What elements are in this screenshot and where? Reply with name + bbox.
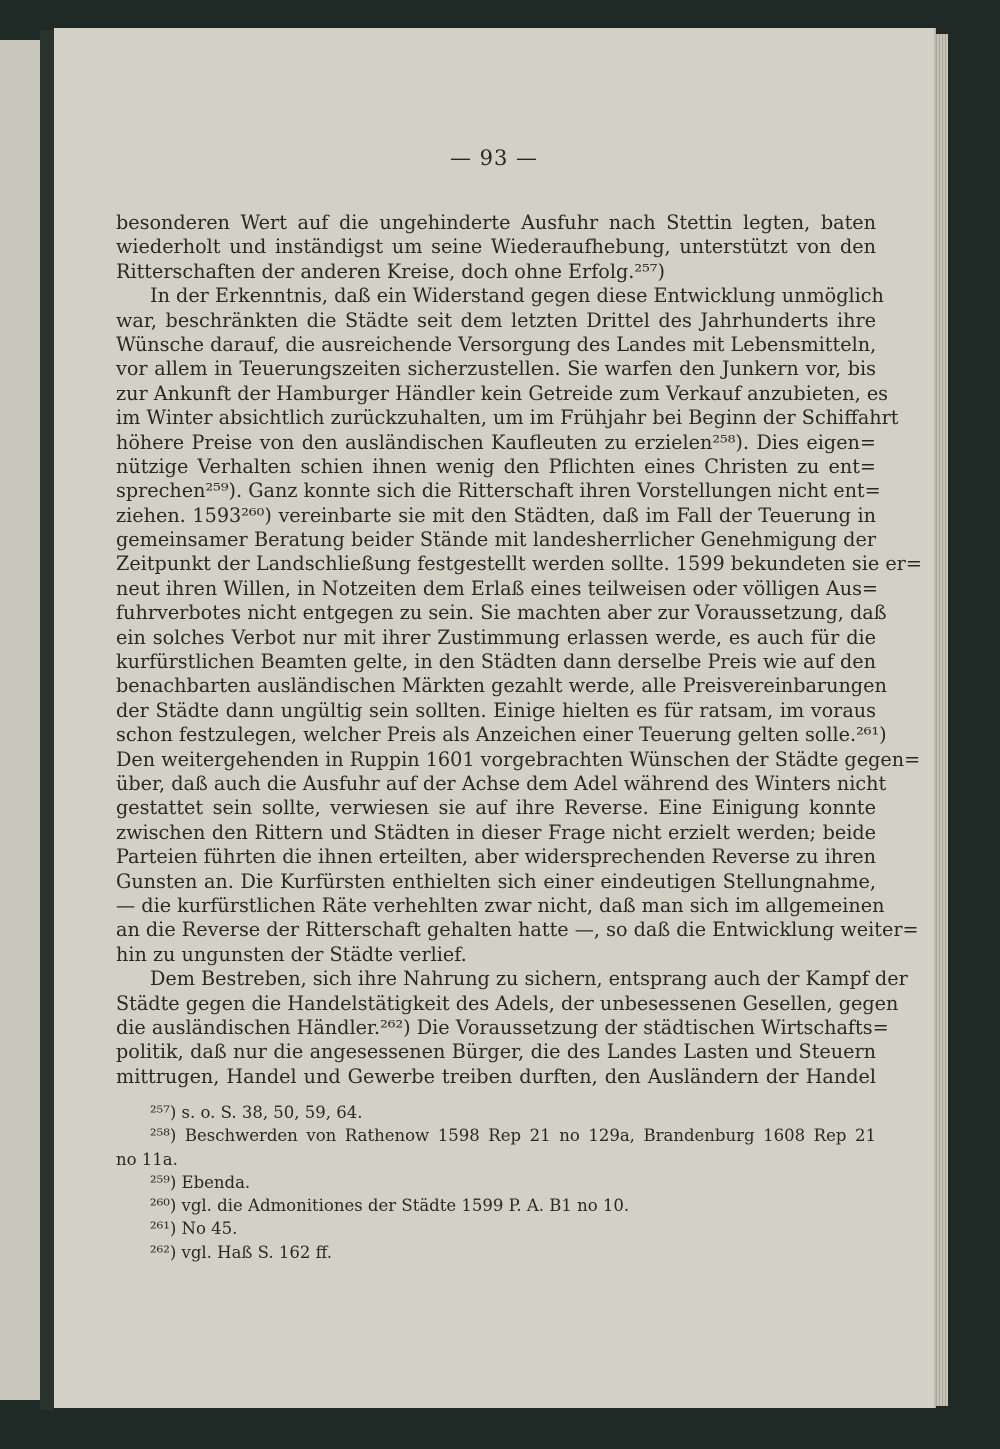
page-stack-edge bbox=[934, 34, 948, 1406]
text-line: sprechen²⁵⁹). Ganz konnte sich die Ritterschaft ihren Vorstellungen nicht ent= bbox=[116, 479, 881, 503]
text-line: hin zu ungunsten der Städte verlief. bbox=[116, 942, 467, 966]
footnote: ²⁵⁸) Beschwerden von Rathenow 1598 Rep 21 no 129a, Brandenburg 1608 Rep 21 bbox=[150, 1126, 876, 1146]
page-number: — 93 — bbox=[449, 146, 539, 170]
footnote-continuation: no 11a. bbox=[116, 1149, 178, 1169]
text-line: — die kurfürstlichen Räte verhehlten zwar nicht, daß man sich im allgemeinen bbox=[116, 893, 885, 917]
text-line: im Winter absichtlich zurückzuhalten, um im Frühjahr bei Beginn der Schiffahrt bbox=[116, 406, 899, 430]
text-line: war, beschränkten die Städte seit dem letzten Drittel des Jahrhunderts ihre bbox=[116, 308, 876, 332]
text-line: gestattet sein sollte, verwiesen sie auf ihre Reverse. Eine Einigung konnte bbox=[116, 796, 876, 820]
text-line: Städte gegen die Handelstätigkeit des Adels, der unbesessenen Gesellen, gegen bbox=[116, 991, 899, 1015]
text-line: der Städte dann ungültig sein sollten. Einige hielten es für ratsam, im voraus bbox=[116, 698, 876, 722]
book-page bbox=[54, 28, 934, 1408]
text-line: In der Erkenntnis, daß ein Widerstand gegen diese Entwicklung unmöglich bbox=[150, 284, 884, 308]
text-line: die ausländischen Händler.²⁶²) Die Voraussetzung der städtischen Wirtschafts= bbox=[116, 1015, 889, 1039]
text-line: wiederholt und inständigst um seine Wiederaufhebung, unterstützt von den bbox=[116, 235, 876, 259]
text-line: fuhrverbotes nicht entgegen zu sein. Sie machten aber zur Voraussetzung, daß bbox=[116, 601, 887, 625]
footnote: ²⁶⁰) vgl. die Admonitiones der Städte 1599 P. A. B1 no 10. bbox=[150, 1196, 630, 1216]
footnote: ²⁵⁷) s. o. S. 38, 50, 59, 64. bbox=[150, 1103, 363, 1122]
text-line: benachbarten ausländischen Märkten gezahlt werde, alle Preisvereinbarungen bbox=[116, 674, 887, 698]
text-line: nützige Verhalten schien ihnen wenig den Pflichten eines Christen zu ent= bbox=[116, 454, 876, 478]
text-line: Dem Bestreben, sich ihre Nahrung zu sichern, entsprang auch der Kampf der bbox=[150, 967, 908, 991]
footnote: ²⁵⁹) Ebenda. bbox=[150, 1172, 251, 1192]
text-line: zur Ankunft der Hamburger Händler kein Getreide zum Verkauf anzubieten, es bbox=[116, 381, 889, 405]
text-line: Zeitpunkt der Landschließung festgestellt werden sollte. 1599 bekundeten sie er= bbox=[116, 552, 922, 576]
text-line: höhere Preise von den ausländischen Kaufleuten zu erzielen²⁵⁸). Dies eigen= bbox=[116, 430, 876, 454]
text-line: über, daß auch die Ausfuhr auf der Achse dem Adel während des Winters nicht bbox=[116, 771, 887, 795]
text-line: kurfürstlichen Beamten gelte, in den Städten dann derselbe Preis wie auf den bbox=[116, 650, 876, 674]
text-line: schon festzulegen, welcher Preis als Anzeichen einer Teuerung gelten solle.²⁶¹) bbox=[116, 723, 887, 747]
text-line: gemeinsamer Beratung beider Stände mit landesherrlicher Genehmigung der bbox=[116, 528, 876, 552]
footnote: ²⁶²) vgl. Haß S. 162 ff. bbox=[150, 1242, 332, 1262]
text-line: besonderen Wert auf die ungehinderte Ausfuhr nach Stettin legten, baten bbox=[116, 211, 876, 234]
text-line: vor allem in Teuerungszeiten sicherzustellen. Sie warfen den Junkern vor, bis bbox=[116, 357, 876, 381]
text-line: Ritterschaften der anderen Kreise, doch ohne Erfolg.²⁵⁷) bbox=[116, 259, 665, 283]
text-line: zwischen den Rittern und Städten in dieser Frage nicht erzielt werden; beide bbox=[116, 820, 876, 844]
body-text bbox=[116, 211, 922, 1089]
text-line: Parteien führten die ihnen erteilten, aber widersprechenden Reverse zu ihren bbox=[116, 845, 876, 869]
text-line: neut ihren Willen, in Notzeiten dem Erlaß eines teilweisen oder völligen Aus= bbox=[116, 576, 878, 600]
text-line: Wünsche darauf, die ausreichende Versorgung des Landes mit Lebensmitteln, bbox=[116, 332, 877, 356]
book-gutter bbox=[40, 30, 54, 1410]
text-line: ziehen. 1593²⁶⁰) vereinbarte sie mit den Städten, daß im Fall der Teuerung in bbox=[116, 503, 876, 527]
text-line: politik, daß nur die angesessenen Bürger, die des Landes Lasten und Steuern bbox=[116, 1040, 876, 1064]
text-line: mittrugen, Handel und Gewerbe treiben durften, den Ausländern der Handel bbox=[116, 1064, 876, 1088]
text-line: Den weitergehenden in Ruppin 1601 vorgebrachten Wünschen der Städte gegen= bbox=[116, 747, 921, 771]
footnote: ²⁶¹) No 45. bbox=[150, 1219, 238, 1239]
text-line: an die Reverse der Ritterschaft gehalten hatte —, so daß die Entwicklung weiter= bbox=[116, 918, 919, 942]
footnotes bbox=[116, 1101, 876, 1264]
facing-page-edge bbox=[0, 40, 42, 1400]
text-line: ein solches Verbot nur mit ihrer Zustimmung erlassen werde, es auch für die bbox=[116, 625, 876, 649]
text-line: Gunsten an. Die Kurfürsten enthielten sich einer eindeutigen Stellungnahme, bbox=[116, 869, 876, 893]
